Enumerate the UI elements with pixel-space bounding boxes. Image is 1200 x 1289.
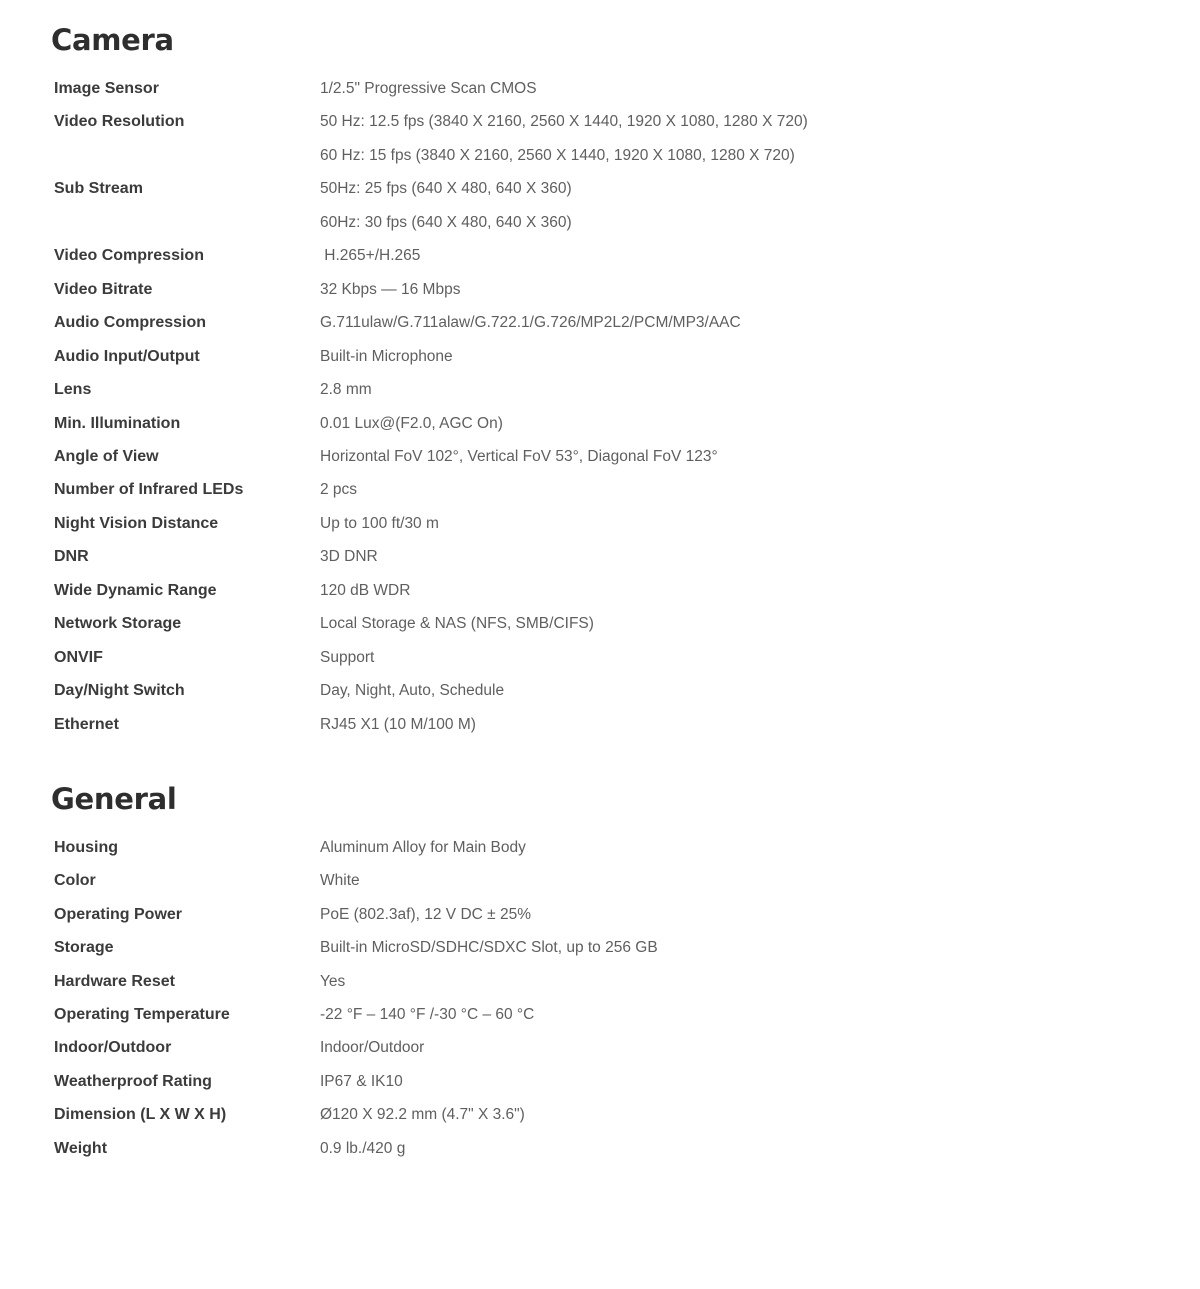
spec-row	[0, 938, 1200, 971]
spec-row	[0, 213, 1200, 246]
spec-row	[0, 871, 1200, 904]
spec-row	[0, 1038, 1200, 1071]
spec-label: Ethernet	[54, 715, 119, 733]
spec-row	[0, 648, 1200, 681]
spec-value: -22 °F – 140 °F /-30 °C – 60 °C	[320, 1006, 535, 1023]
spec-row	[0, 313, 1200, 346]
spec-value: 60Hz: 30 fps (640 X 480, 640 X 360)	[320, 213, 572, 231]
spec-label: Night Vision Distance	[54, 514, 219, 532]
spec-label: Lens	[54, 381, 92, 399]
spec-value: Support	[320, 648, 375, 666]
spec-label: Audio Compression	[54, 314, 207, 332]
spec-row	[0, 547, 1200, 580]
spec-label: Dimension (L X W X H)	[54, 1106, 227, 1124]
spec-row	[0, 838, 1200, 871]
spec-row	[0, 1005, 1200, 1038]
spec-row	[0, 715, 1200, 748]
spec-label: Housing	[54, 839, 118, 856]
spec-label: Weight	[54, 1139, 108, 1157]
spec-label: Video Resolution	[54, 113, 185, 131]
spec-label: Sub Stream	[54, 180, 143, 198]
spec-row	[0, 246, 1200, 279]
spec-row	[0, 614, 1200, 647]
camera-section-title: Camera	[51, 23, 174, 57]
spec-row	[0, 447, 1200, 480]
spec-value: Built-in Microphone	[320, 347, 453, 365]
spec-label: Angle of View	[54, 447, 159, 465]
spec-label: Indoor/Outdoor	[54, 1039, 172, 1057]
spec-value: Local Storage & NAS (NFS, SMB/CIFS)	[320, 615, 594, 633]
spec-value: Ø120 X 92.2 mm (4.7" X 3.6")	[320, 1106, 525, 1124]
spec-row	[0, 972, 1200, 1005]
spec-value: 50Hz: 25 fps (640 X 480, 640 X 360)	[320, 180, 572, 198]
spec-label: Wide Dynamic Range	[54, 581, 217, 599]
spec-label: Image Sensor	[54, 80, 159, 97]
spec-row	[0, 112, 1200, 145]
spec-value: 32 Kbps — 16 Mbps	[320, 280, 461, 298]
spec-row	[0, 480, 1200, 513]
spec-row	[0, 146, 1200, 179]
spec-value: 3D DNR	[320, 548, 378, 566]
spec-label: Day/Night Switch	[54, 682, 185, 700]
spec-label: Network Storage	[54, 615, 182, 633]
spec-value: Day, Night, Auto, Schedule	[320, 682, 505, 700]
spec-label: Number of Infrared LEDs	[54, 481, 244, 499]
spec-value: Built-in MicroSD/SDHC/SDXC Slot, up to 256 GB	[320, 939, 658, 957]
spec-value: 0.9 lb./420 g	[320, 1139, 406, 1157]
spec-label: Video Compression	[54, 247, 204, 265]
spec-value: RJ45 X1 (10 M/100 M)	[320, 715, 476, 733]
general-section-title: General	[51, 782, 177, 816]
spec-row	[0, 1105, 1200, 1138]
spec-row	[0, 905, 1200, 938]
spec-value: PoE (802.3af), 12 V DC ± 25%	[320, 905, 531, 923]
spec-value: 120 dB WDR	[320, 581, 411, 599]
spec-row	[0, 1139, 1200, 1172]
spec-value: Up to 100 ft/30 m	[320, 514, 439, 532]
spec-value: 2 pcs	[320, 481, 358, 499]
spec-value: White	[320, 872, 360, 890]
spec-row	[0, 179, 1200, 212]
spec-value: 60 Hz: 15 fps (3840 X 2160, 2560 X 1440, 1920 X 1080, 1280 X 720)	[320, 146, 795, 164]
spec-row	[0, 380, 1200, 413]
spec-value: Yes	[320, 972, 346, 990]
spec-label: ONVIF	[54, 648, 103, 666]
spec-row	[0, 1072, 1200, 1105]
spec-label: Weatherproof Rating	[54, 1072, 212, 1090]
spec-label: Video Bitrate	[54, 280, 153, 298]
spec-label: DNR	[54, 548, 89, 566]
spec-value: 0.01 Lux@(F2.0, AGC On)	[320, 414, 503, 432]
spec-label: Color	[54, 872, 96, 890]
spec-row	[0, 280, 1200, 313]
spec-value: Aluminum Alloy for Main Body	[320, 839, 526, 856]
spec-row	[0, 514, 1200, 547]
spec-row	[0, 347, 1200, 380]
spec-row	[0, 414, 1200, 447]
spec-value: 2.8 mm	[320, 381, 372, 399]
spec-label: Audio Input/Output	[54, 347, 200, 365]
spec-value: Horizontal FoV 102°, Vertical FoV 53°, Diagonal FoV 123°	[320, 447, 718, 465]
spec-label: Operating Power	[54, 905, 183, 923]
spec-row	[0, 581, 1200, 614]
spec-value: Indoor/Outdoor	[320, 1039, 425, 1057]
spec-value: 50 Hz: 12.5 fps (3840 X 2160, 2560 X 1440, 1920 X 1080, 1280 X 720)	[320, 113, 808, 131]
spec-value: 1/2.5" Progressive Scan CMOS	[320, 80, 537, 97]
spec-label: Storage	[54, 939, 114, 957]
spec-value: H.265+/H.265	[320, 247, 421, 265]
spec-row	[0, 681, 1200, 714]
spec-label: Min. Illumination	[54, 414, 181, 432]
spec-value: G.711ulaw/G.711alaw/G.722.1/G.726/MP2L2/PCM/MP3/AAC	[320, 314, 741, 332]
spec-label: Hardware Reset	[54, 972, 175, 990]
spec-value: IP67 & IK10	[320, 1072, 403, 1090]
spec-label: Operating Temperature	[54, 1006, 230, 1023]
spec-row	[0, 79, 1200, 112]
